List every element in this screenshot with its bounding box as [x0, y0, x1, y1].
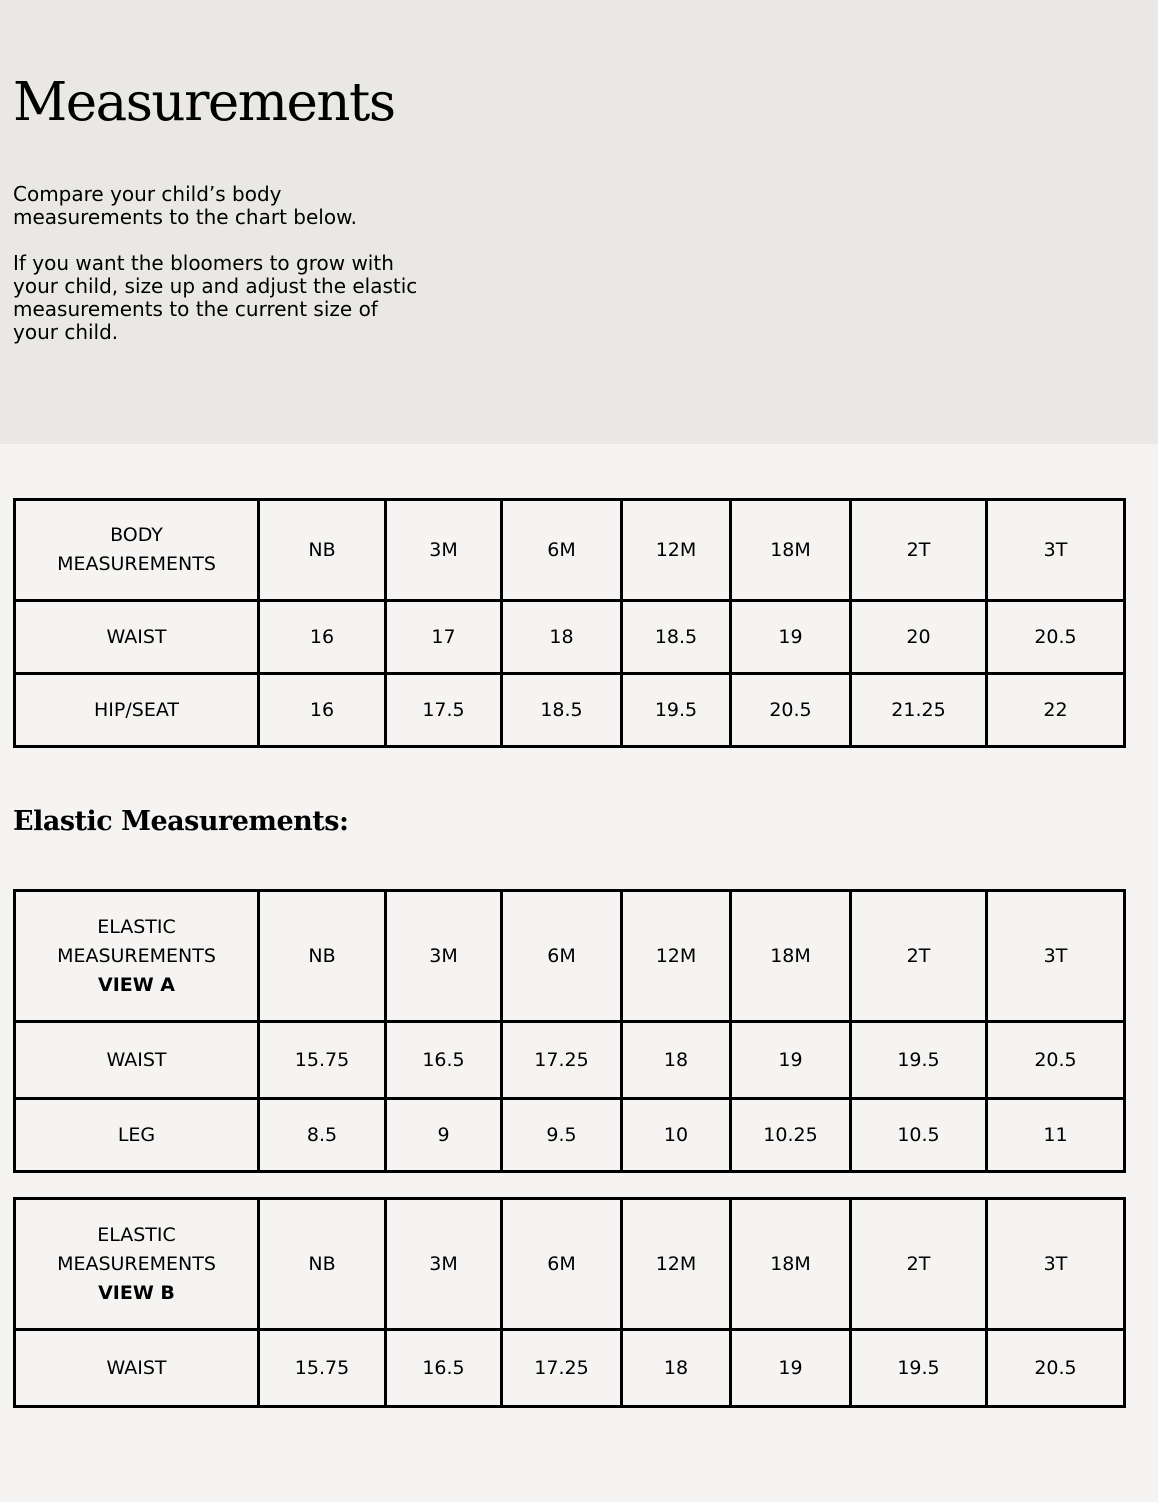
elastic-view-a-table	[13, 889, 1126, 1173]
value-cell: 19.5	[622, 674, 731, 747]
value-cell: 10	[622, 1099, 731, 1172]
value-cell: 22	[987, 674, 1125, 747]
intro-text	[13, 183, 423, 367]
size-header-cell: 3M	[386, 500, 502, 601]
size-header-cell: 3M	[386, 1199, 502, 1330]
value-cell: 17.25	[502, 1330, 622, 1407]
page-title: Measurements	[13, 72, 395, 133]
value-cell: 15.75	[259, 1330, 386, 1407]
view-label: VIEW B	[98, 1281, 175, 1304]
size-header-cell: 18M	[731, 891, 851, 1022]
view-label: VIEW A	[97, 973, 176, 996]
elastic-view-b-table	[13, 1197, 1126, 1408]
value-cell: 10.25	[731, 1099, 851, 1172]
row-header-cell	[15, 891, 259, 1022]
table-header-row	[15, 1199, 1125, 1330]
value-cell: 17	[386, 601, 502, 674]
table-row	[15, 601, 1125, 674]
value-cell: 20	[851, 601, 987, 674]
header-line: MEASUREMENTS	[57, 1252, 216, 1275]
size-header-cell: 18M	[731, 500, 851, 601]
size-header-cell: 2T	[851, 500, 987, 601]
header-line: ELASTIC	[97, 1223, 176, 1246]
body-measurements-table	[13, 498, 1126, 748]
value-cell: 8.5	[259, 1099, 386, 1172]
value-cell: 15.75	[259, 1022, 386, 1099]
value-cell: 20.5	[987, 1330, 1125, 1407]
header-line: MEASUREMENTS	[57, 553, 216, 575]
value-cell: 17.5	[386, 674, 502, 747]
row-label-cell: WAIST	[15, 1022, 259, 1099]
value-cell: 16.5	[386, 1022, 502, 1099]
size-header-cell: 3T	[987, 500, 1125, 601]
value-cell: 20.5	[987, 1022, 1125, 1099]
value-cell: 18.5	[502, 674, 622, 747]
size-header-cell: 2T	[851, 891, 987, 1022]
value-cell: 18.5	[622, 601, 731, 674]
header-line: ELASTIC	[97, 915, 176, 938]
value-cell: 10.5	[851, 1099, 987, 1172]
row-header-cell	[15, 1199, 259, 1330]
value-cell: 19.5	[851, 1022, 987, 1099]
table-header-row	[15, 891, 1125, 1022]
value-cell: 16	[259, 674, 386, 747]
row-label-cell: WAIST	[15, 1330, 259, 1407]
value-cell: 11	[987, 1099, 1125, 1172]
value-cell: 18	[502, 601, 622, 674]
value-cell: 19.5	[851, 1330, 987, 1407]
size-header-cell: 3T	[987, 1199, 1125, 1330]
size-header-cell: 6M	[502, 500, 622, 601]
row-label-cell: HIP/SEAT	[15, 674, 259, 747]
value-cell: 19	[731, 601, 851, 674]
row-label-cell: LEG	[15, 1099, 259, 1172]
header-line: BODY	[110, 524, 163, 546]
table-header-row	[15, 500, 1125, 601]
size-header-cell: 6M	[502, 891, 622, 1022]
row-header-cell	[15, 500, 259, 601]
intro-panel	[0, 0, 1158, 444]
value-cell: 21.25	[851, 674, 987, 747]
row-label-cell: WAIST	[15, 601, 259, 674]
table-row	[15, 1099, 1125, 1172]
value-cell: 9	[386, 1099, 502, 1172]
value-cell: 9.5	[502, 1099, 622, 1172]
size-header-cell: 12M	[622, 1199, 731, 1330]
value-cell: 16.5	[386, 1330, 502, 1407]
value-cell: 20.5	[987, 601, 1125, 674]
size-header-cell: 3T	[987, 891, 1125, 1022]
size-header-cell: NB	[259, 891, 386, 1022]
value-cell: 19	[731, 1330, 851, 1407]
size-header-cell: NB	[259, 500, 386, 601]
value-cell: 17.25	[502, 1022, 622, 1099]
value-cell: 20.5	[731, 674, 851, 747]
header-line: MEASUREMENTS	[57, 944, 216, 967]
elastic-section-title: Elastic Measurements:	[13, 806, 349, 837]
value-cell: 16	[259, 601, 386, 674]
size-header-cell: 6M	[502, 1199, 622, 1330]
size-header-cell: 18M	[731, 1199, 851, 1330]
table-row	[15, 674, 1125, 747]
size-header-cell: 3M	[386, 891, 502, 1022]
value-cell: 18	[622, 1022, 731, 1099]
size-header-cell: 12M	[622, 500, 731, 601]
intro-paragraph-size-up: If you want the bloomers to grow with your child, size up and adjust the elastic measurements to the current size of your child.	[13, 251, 418, 344]
intro-paragraph-compare: Compare your child’s body measurements to the chart below.	[13, 182, 357, 229]
size-header-cell: 2T	[851, 1199, 987, 1330]
table-row	[15, 1330, 1125, 1407]
value-cell: 18	[622, 1330, 731, 1407]
value-cell: 19	[731, 1022, 851, 1099]
table-row	[15, 1022, 1125, 1099]
size-header-cell: NB	[259, 1199, 386, 1330]
size-header-cell: 12M	[622, 891, 731, 1022]
